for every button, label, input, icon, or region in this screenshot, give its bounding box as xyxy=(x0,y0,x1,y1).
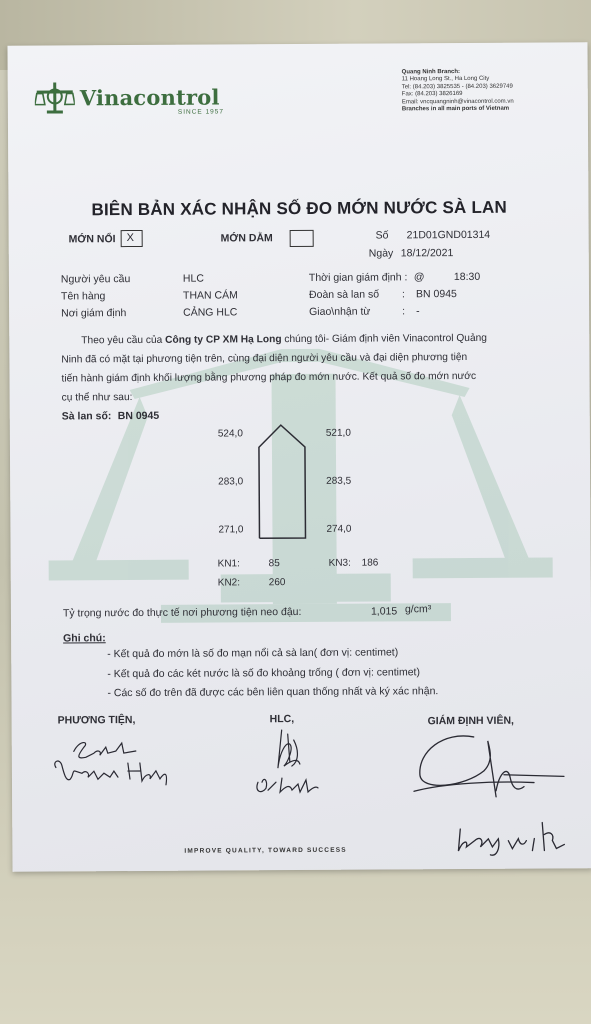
so-value: 21D01GND01314 xyxy=(406,228,491,242)
draft-fwd-left: 524,0 xyxy=(217,428,243,440)
draft-fwd-right: 521,0 xyxy=(325,427,351,439)
barge-outline xyxy=(256,422,311,542)
sign-hlc: HLC, xyxy=(269,713,295,726)
kn2-label: KN2: xyxy=(217,577,241,589)
ngay-value: 18/12/2021 xyxy=(400,247,454,260)
thoi-gian-label: Thời gian giám định : xyxy=(308,271,408,284)
intro-paragraph xyxy=(61,328,561,407)
draft-aft-left: 271,0 xyxy=(218,524,244,536)
sign-giam-dinh-vien: GIÁM ĐỊNH VIÊN, xyxy=(427,714,514,728)
so-label: Số xyxy=(375,229,389,242)
kn3-value: 186 xyxy=(361,557,379,569)
note-item: - Kết quả đo các két nước là số đo khoảng trống ( đơn vị: centimet) xyxy=(107,666,420,681)
note-item: - Các số đo trên đã được các bên liên quan thống nhất và ký xác nhận. xyxy=(107,685,439,700)
density-label: Tỷ trọng nước đo thực tế nơi phương tiện neo đậu: xyxy=(62,605,302,620)
giao-nhan-colon: : xyxy=(402,305,406,318)
paragraph-line: Ninh đã có mặt tại phương tiện trên, cùng đại diện người yêu cầu và đại diện phương tiện xyxy=(61,351,468,366)
kn1-value: 85 xyxy=(268,558,280,570)
company-motto: IMPROVE QUALITY, TOWARD SUCCESS xyxy=(184,846,347,855)
kn1-label: KN1: xyxy=(217,558,240,570)
branch-line: Email: vncquangninh@vinacontrol.com.vn xyxy=(401,98,514,105)
branch-line: Quang Ninh Branch: xyxy=(401,69,461,76)
company-logo-text: Vinacontrol xyxy=(79,84,220,111)
density-unit: g/cm³ xyxy=(404,603,432,616)
branch-line: 11 Hoang Long St., Ha Long City xyxy=(401,76,490,83)
draft-mid-left: 283,0 xyxy=(218,476,244,488)
notes-title: Ghi chú: xyxy=(63,632,106,645)
barge-value: BN 0945 xyxy=(117,409,160,423)
mon-noi-mark: X xyxy=(126,232,135,245)
paragraph-line: cụ thể như sau: xyxy=(61,392,133,404)
paragraph-line xyxy=(61,328,561,350)
giao-nhan-label: Giao\nhận từ xyxy=(309,305,371,318)
requesting-company: Công ty CP XM Hạ Long xyxy=(165,334,282,346)
paragraph-line: tiến hành giám định khối lượng bằng phương pháp đo mớn nước. Kết quả số đo mớn nước xyxy=(61,370,477,385)
draft-mid-right: 283,5 xyxy=(326,475,352,487)
kn3-label: KN3: xyxy=(328,557,351,569)
mon-noi-label: MỚN NỔI xyxy=(68,233,116,246)
doan-sa-lan-value: BN 0945 xyxy=(415,288,457,301)
paragraph-text: Theo yêu cầu của xyxy=(81,334,163,347)
draft-aft-right: 274,0 xyxy=(326,523,352,535)
ngay-label: Ngày xyxy=(368,247,394,260)
branch-line: Tel: (84.203) 3825535 - (84.203) 3629749 xyxy=(401,83,513,91)
signature-hlc xyxy=(238,722,338,803)
signature-phuong-tien xyxy=(46,733,176,792)
paragraph-text: chúng tôi- Giám định viên Vinacontrol Quảng xyxy=(284,332,487,346)
branch-address xyxy=(402,69,514,114)
nguoi-yeu-cau-value: HLC xyxy=(182,272,204,285)
document-title: BIÊN BẢN XÁC NHẬN SỐ ĐO MỚN NƯỚC SÀ LAN xyxy=(91,197,508,220)
company-since: SINCE 1957 xyxy=(177,108,225,116)
thoi-gian-value: 18:30 xyxy=(453,270,481,284)
mon-dam-checkbox xyxy=(290,230,314,247)
nguoi-yeu-cau-label: Người yêu cầu xyxy=(60,273,131,286)
density-value: 1,015 xyxy=(370,605,398,618)
mon-dam-label: MỚN DẰM xyxy=(220,232,273,245)
ten-hang-value: THAN CÁM xyxy=(182,289,238,302)
ten-hang-label: Tên hàng xyxy=(60,290,106,303)
doan-sa-lan-label: Đoàn sà lan số xyxy=(308,288,380,301)
mon-noi-checkbox xyxy=(121,230,143,247)
giao-nhan-value: - xyxy=(416,305,420,318)
doan-sa-lan-colon: : xyxy=(401,288,405,301)
kn2-value: 260 xyxy=(268,577,286,589)
note-item: - Kết quả đo mớn là số đo mạn nổi cả sà lan( đơn vị: centimet) xyxy=(107,646,399,661)
branch-line: Fax: (84.203) 3826169 xyxy=(401,91,463,98)
noi-giam-dinh-value: CẢNG HLC xyxy=(183,306,238,319)
document-page xyxy=(7,42,591,872)
thoi-gian-at: @ xyxy=(413,271,425,284)
noi-giam-dinh-label: Nơi giám định xyxy=(61,307,127,320)
barge-label: Sà lan số: xyxy=(61,410,112,423)
vinacontrol-logo-icon xyxy=(35,81,75,115)
signature-giam-dinh-vien xyxy=(404,730,575,861)
branch-line: Branches in all main ports of Vietnam xyxy=(401,105,510,113)
sign-phuong-tien: PHƯƠNG TIỆN, xyxy=(57,714,136,727)
